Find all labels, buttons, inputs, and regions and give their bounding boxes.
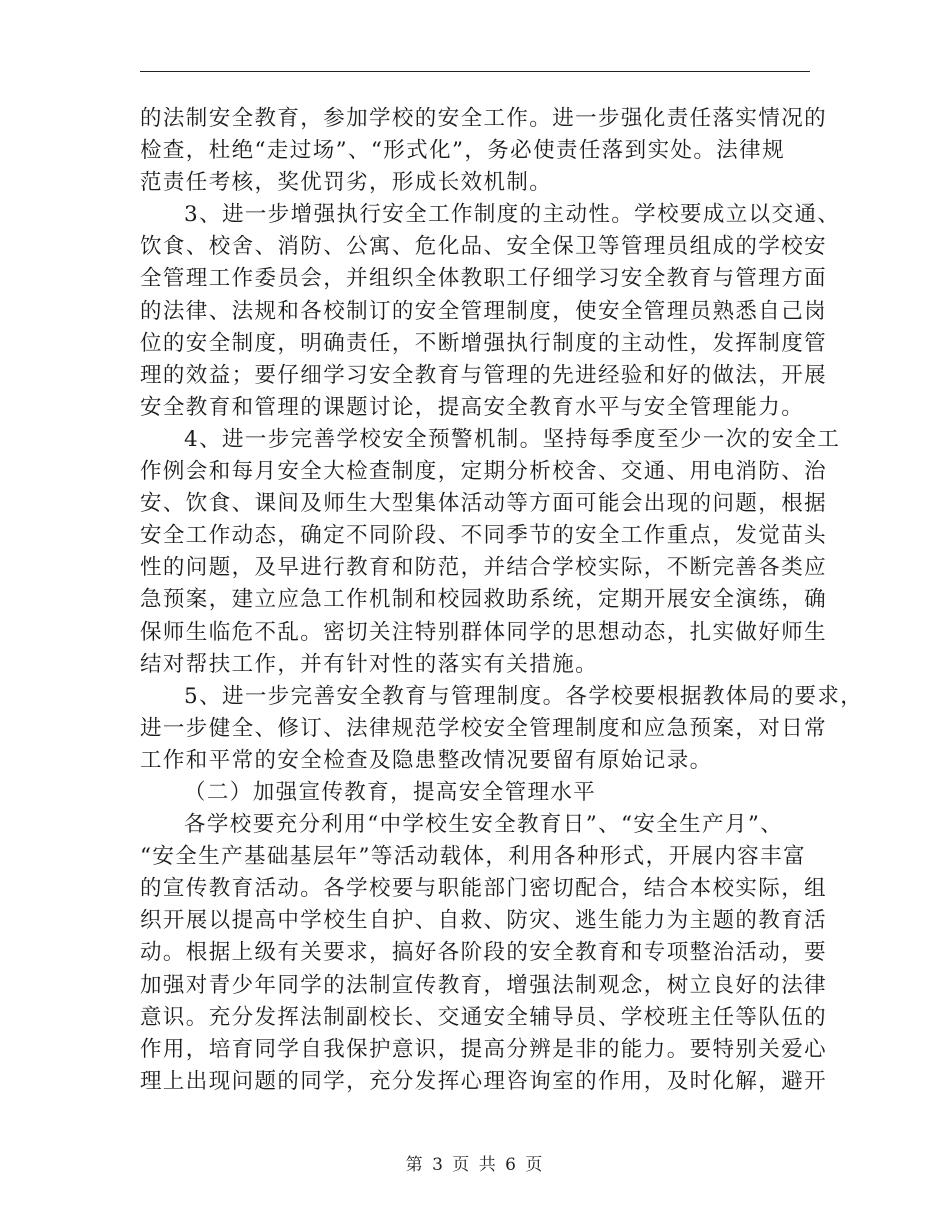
text-line: 保师生临危不乱。密切关注特别群体同学的思想动态，扎实做好师生: [140, 619, 828, 645]
text-line: （二）加强宣传教育，提高安全管理水平: [184, 779, 597, 805]
text-line: 的宣传教育活动。各学校要与职能部门密切配合，结合本校实际，组: [140, 876, 828, 902]
text-line: 作用，培育同学自我保护意识，提高分辨是非的能力。要特别关爱心: [140, 1036, 828, 1062]
text-line: 理上出现问题的同学，充分发挥心理咨询室的作用，及时化解，避开: [140, 1068, 828, 1094]
text-line: 意识。充分发挥法制副校长、交通安全辅导员、学校班主任等队伍的: [140, 1004, 828, 1030]
text-line: 的法律、法规和各校制订的安全管理制度，使安全管理员熟悉自己岗: [140, 298, 828, 324]
text-line: 位的安全制度，明确责任，不断增强执行制度的主动性，发挥制度管: [140, 330, 828, 356]
text-line: 进一步健全、修订、法律规范学校安全管理制度和应急预案，对日常: [140, 715, 828, 741]
text-line: 饮食、校舍、消防、公寓、危化品、安全保卫等管理员组成的学校安: [140, 234, 828, 260]
text-line: 3、进一步增强执行安全工作制度的主动性。学校要成立以交通、: [184, 202, 841, 228]
text-line: 工作和平常的安全检查及隐患整改情况要留有原始记录。: [140, 747, 713, 773]
text-line: 作例会和每月安全大检查制度，定期分析校舍、交通、用电消防、治: [140, 459, 828, 485]
header-rule: [140, 71, 810, 72]
text-line: 织开展以提高中学校生自护、自救、防灾、逃生能力为主题的教育活: [140, 908, 828, 934]
text-line: 安、饮食、课间及师生大型集体活动等方面可能会出现的问题，根据: [140, 491, 828, 517]
text-line: 的法制安全教育，参加学校的安全工作。进一步强化责任落实情况的: [140, 106, 828, 131]
text-line: 4、进一步完善学校安全预警机制。坚持每季度至少一次的安全工: [184, 426, 841, 452]
text-line: 安全教育和管理的课题讨论，提高安全教育水平与安全管理能力。: [140, 394, 805, 420]
text-line: 安全工作动态，确定不同阶段、不同季节的安全工作重点，发觉苗头: [140, 523, 828, 549]
text-line: 各学校要充分利用“中学校生安全教育日”、“安全生产月”、: [184, 812, 784, 838]
text-line: 检查，杜绝“走过场”、“形式化”，务必使责任落到实处。法律规: [140, 138, 785, 164]
text-line: 加强对青少年同学的法制宣传教育，增强法制观念，树立良好的法律: [140, 972, 828, 998]
document-body: [140, 103, 864, 1098]
text-line: 急预案，建立应急工作机制和校园救助系统，定期开展安全演练，确: [140, 587, 828, 613]
text-line: 动。根据上级有关要求，搞好各阶段的安全教育和专项整治活动，要: [140, 940, 828, 966]
text-line: 5、进一步完善安全教育与管理制度。各学校要根据教体局的要求，: [184, 683, 864, 709]
text-line: 性的问题，及早进行教育和防范，并结合学校实际，不断完善各类应: [140, 555, 828, 581]
text-line: “安全生产基础基层年”等活动载体，利用各种形式，开展内容丰富: [140, 844, 806, 870]
text-line: 范责任考核，奖优罚劣，形成长效机制。: [140, 170, 553, 196]
text-line: 全管理工作委员会，并组织全体教职工仔细学习安全教育与管理方面: [140, 266, 828, 292]
text-line: 结对帮扶工作，并有针对性的落实有关措施。: [140, 651, 599, 677]
page-footer: 第 3 页 共 6 页: [405, 1155, 545, 1175]
text-line: 理的效益；要仔细学习安全教育与管理的先进经验和好的做法，开展: [140, 362, 828, 388]
